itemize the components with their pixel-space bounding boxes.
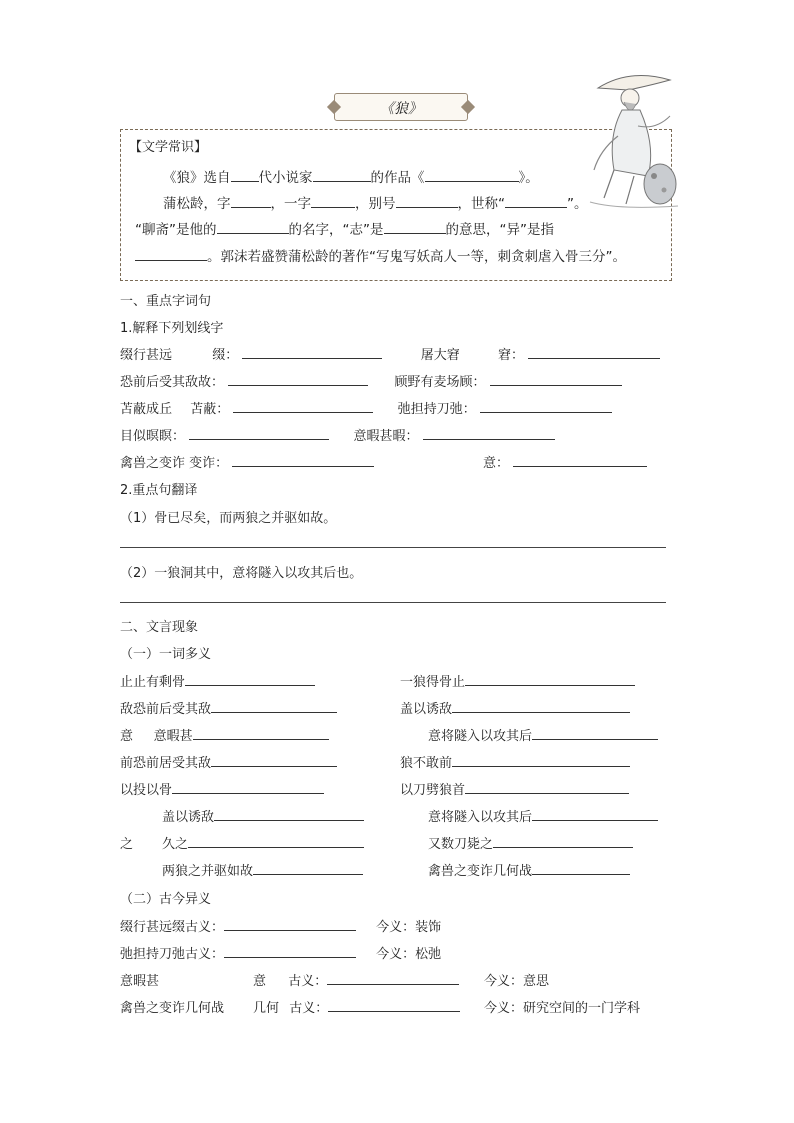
polysemy-right-6: 意将隧入以攻其后 [428, 806, 658, 825]
knowledge-line-1: 《狼》选自 代小说家 的作品《 》。 [163, 166, 539, 186]
blank[interactable] [425, 167, 519, 182]
polysemy-left-1: 止止有剩骨 [120, 671, 315, 690]
vocab-row-2: 恐前后受其敌故： 顾野有麦场顾： [120, 371, 622, 390]
title-banner [334, 93, 468, 121]
vocab-row-1: 缀行甚远 缀： 屠大窘 窘： [120, 344, 660, 363]
answer-line[interactable] [513, 452, 647, 467]
blank[interactable] [384, 219, 446, 234]
section-1-sub-2: 2.重点句翻译 [120, 483, 198, 498]
polysemy-left-8: 两狼之并驱如故 [162, 860, 363, 879]
vocab-row-4: 目似暝瞑： 意暇甚暇： [120, 425, 555, 444]
answer-line[interactable] [189, 425, 329, 440]
polysemy-zhi-label: 之 [120, 837, 134, 852]
knowledge-line-3: “聊斋”是他的 的名字，“志”是 的意思，“异”是指 [135, 218, 554, 238]
answer-line[interactable] [224, 916, 356, 931]
knowledge-line-4: 。郭沫若盛赞蒲松龄的著作“写鬼写妖高人一等，刺贪刺虐入骨三分”。 [135, 245, 626, 265]
answer-line[interactable] [224, 943, 356, 958]
section-1-sub-1: 1.解释下列划线字 [120, 321, 224, 336]
answer-line[interactable] [480, 398, 612, 413]
answer-line[interactable] [232, 452, 374, 467]
answer-line[interactable] [185, 671, 315, 686]
answer-line[interactable] [328, 997, 460, 1012]
answer-line[interactable] [253, 860, 363, 875]
polysemy-right-3: 意将隧入以攻其后 [428, 725, 658, 744]
ancient-modern-row-3-d: 今义：意思 [484, 974, 550, 989]
answer-line[interactable] [528, 344, 660, 359]
answer-line[interactable] [242, 344, 382, 359]
polysemy-right-2: 盖以诱敌 [400, 698, 630, 717]
ancient-modern-row-2: 弛担持刀弛古义： 今义：松弛 [120, 943, 441, 962]
page-title: 《狼》 [380, 101, 422, 117]
answer-line[interactable] [193, 725, 329, 740]
answer-line[interactable] [233, 398, 373, 413]
ancient-modern-row-1: 缀行甚远缀古义： 今义：装饰 [120, 916, 441, 935]
blank[interactable] [231, 167, 259, 182]
translation-line-1[interactable] [120, 547, 666, 548]
answer-line[interactable] [465, 671, 635, 686]
answer-line[interactable] [327, 970, 459, 985]
polysemy-right-4: 狼不敢前 [400, 752, 630, 771]
polysemy-left-4: 前恐前居受其敌 [120, 752, 337, 771]
polysemy-right-8: 禽兽之变诈几何战 [428, 860, 630, 879]
answer-line[interactable] [452, 752, 630, 767]
vocab-row-3: 苫蔽成丘 苫蔽： 弛担持刀弛： [120, 398, 612, 417]
answer-line[interactable] [532, 725, 658, 740]
polysemy-right-5: 以刀劈狼首 [400, 779, 629, 798]
answer-line[interactable] [532, 806, 658, 821]
answer-line[interactable] [214, 806, 364, 821]
knowledge-line-2: 蒲松龄，字 ，一字 ，别号 ，世称“ ”。 [163, 192, 588, 212]
ancient-modern-row-3-a: 意暇甚 [120, 974, 160, 989]
sentence-2: （2）一狼洞其中，意将隧入以攻其后也。 [120, 566, 363, 581]
ancient-modern-row-4-b: 几何 古义： [253, 997, 460, 1016]
answer-line[interactable] [465, 779, 629, 794]
answer-line[interactable] [172, 779, 324, 794]
polysemy-left-6: 盖以诱敌 [162, 806, 364, 825]
blank[interactable] [231, 193, 271, 208]
blank[interactable] [396, 193, 458, 208]
polysemy-right-7: 又数刀毙之 [428, 833, 633, 852]
blank[interactable] [313, 167, 371, 182]
answer-line[interactable] [423, 425, 555, 440]
polysemy-left-7: 久之 [162, 833, 364, 852]
section-2-title: 二、文言现象 [120, 620, 199, 635]
part-polysemy-title: （一）一词多义 [120, 647, 212, 662]
vocab-row-5: 禽兽之变诈 变诈： [120, 452, 374, 471]
blank[interactable] [135, 246, 207, 261]
answer-line[interactable] [532, 860, 630, 875]
blank[interactable] [505, 193, 567, 208]
sentence-1: （1）骨已尽矣，而两狼之并驱如故。 [120, 511, 337, 526]
blank[interactable] [311, 193, 355, 208]
part-ancient-modern-title: （二）古今异义 [120, 892, 212, 907]
ancient-modern-row-4-d: 今义：研究空间的一门学科 [484, 1001, 641, 1016]
section-1-title: 一、重点字词句 [120, 294, 212, 309]
answer-line[interactable] [452, 698, 630, 713]
knowledge-heading: 【文学常识】 [129, 140, 208, 155]
answer-line[interactable] [211, 698, 337, 713]
answer-line[interactable] [211, 752, 337, 767]
blank[interactable] [217, 219, 289, 234]
answer-line[interactable] [490, 371, 622, 386]
answer-line[interactable] [188, 833, 364, 848]
ancient-modern-row-4-a: 禽兽之变诈几何战 [120, 1001, 225, 1016]
scholar-illustration [578, 66, 682, 216]
vocab-row-5-right: 意： [483, 452, 647, 471]
translation-line-2[interactable] [120, 602, 666, 603]
polysemy-left-2: 敌恐前后受其敌 [120, 698, 337, 717]
answer-line[interactable] [493, 833, 633, 848]
polysemy-left-3: 意 意暇甚 [120, 725, 329, 744]
polysemy-left-5: 以投以骨 [120, 779, 324, 798]
answer-line[interactable] [228, 371, 368, 386]
ancient-modern-row-3-b: 意 古义： [253, 970, 459, 989]
polysemy-right-1: 一狼得骨止 [400, 671, 635, 690]
